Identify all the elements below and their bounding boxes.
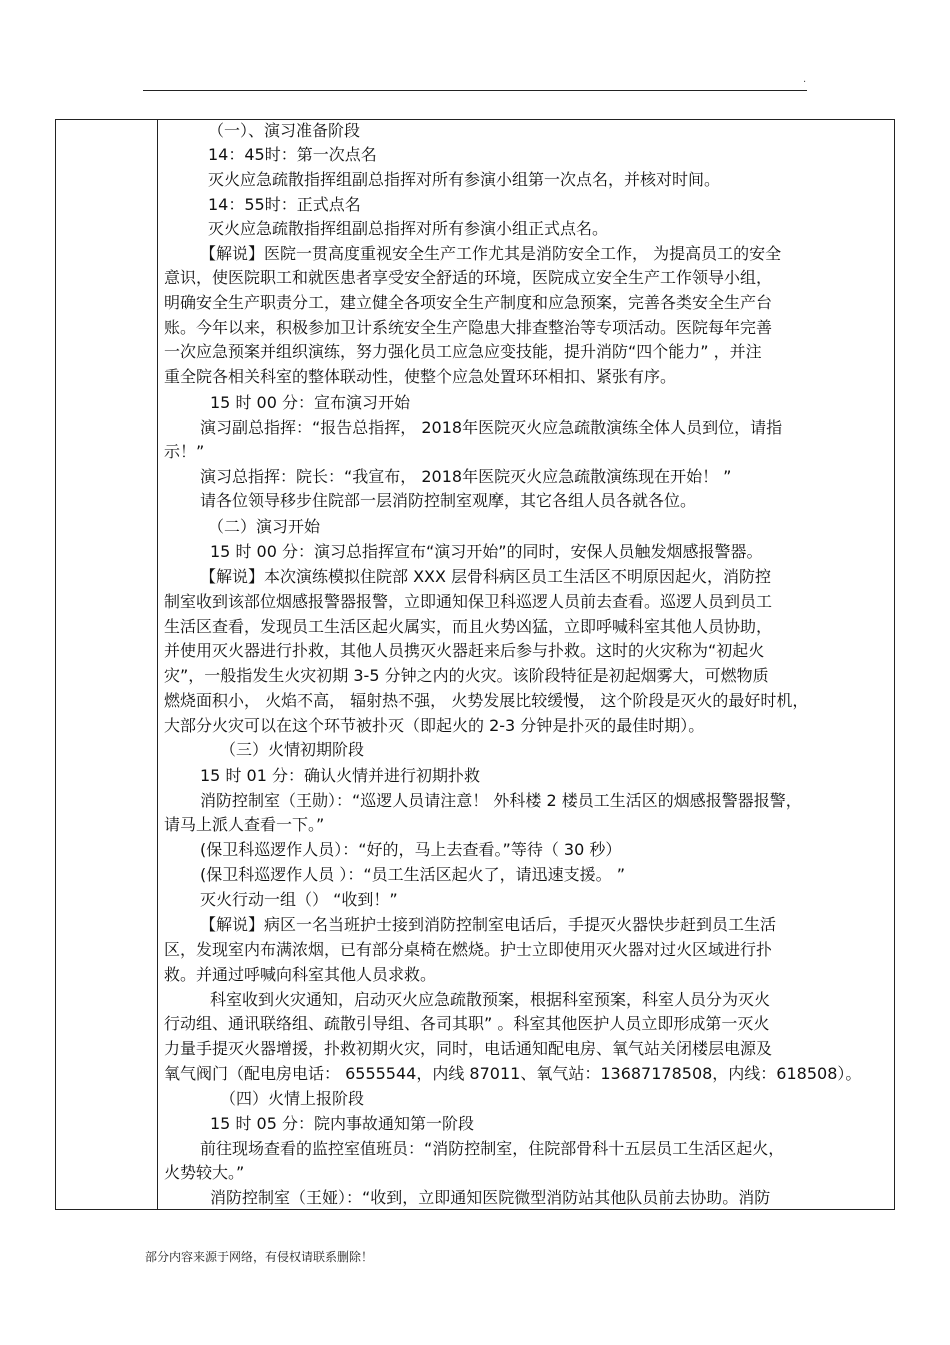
body-text-line: 14：45时：第一次点名	[208, 145, 377, 164]
body-text-line: 氧气阀门（配电房电话： 6555544，内线 87011、氧气站：13687178508，内线：618508）。	[164, 1064, 862, 1083]
body-text-line: 账。今年以来，积极参加卫计系统安全生产隐患大排查整治等专项活动。医院每年完善	[164, 318, 773, 337]
footer-note: 部分内容来源于网络，有侵权请联系删除！	[145, 1250, 374, 1264]
body-text-line: 消防控制室（王娅）：“收到，立即通知医院微型消防站其他队员前去协助。消防	[210, 1188, 771, 1207]
body-text-line: 灭火应急疏散指挥组副总指挥对所有参演小组第一次点名，并核对时间。	[208, 170, 721, 189]
body-text-line: 科室收到火灾通知，启动灭火应急疏散预案，根据科室预案，科室人员分为灭火	[210, 990, 771, 1009]
body-text-line: 灾”，一般指发生火灾初期 3-5 分钟之内的火灾。该阶段特征是初起烟雾大，可燃物质	[164, 666, 769, 685]
body-text-line: 力量手提灭火器增援，扑救初期火灾，同时，电话通知配电房、氧气站关闭楼层电源及	[164, 1039, 773, 1058]
body-text-line: 救。并通过呼喊向科室其他人员求救。	[164, 965, 437, 984]
body-text-line: 15 时 00 分：演习总指挥宣布“演习开始”的同时，安保人员触发烟感报警器。	[210, 542, 763, 561]
body-text-line: 区，发现室内布满浓烟，已有部分桌椅在燃烧。护士立即使用灭火器对过火区域进行扑	[164, 940, 773, 959]
table-content-cell	[164, 120, 891, 1209]
body-text-line: 明确安全生产职责分工，建立健全各项安全生产制度和应急预案，完善各类安全生产台	[164, 293, 773, 312]
body-text-line: （三）火情初期阶段	[220, 740, 365, 759]
body-text-line: 生活区查看，发现员工生活区起火属实，而且火势凶猛，立即呼喊科室其他人员协助，	[164, 617, 773, 636]
body-text-line: 演习副总指挥：“报告总指挥， 2018年医院灭火应急疏散演练全体人员到位，请指	[200, 418, 783, 437]
body-text-line: 重全院各相关科室的整体联动性，使整个应急处置环环相扣、紧张有序。	[164, 367, 677, 386]
body-text-line: 灭火行动一组（） “收到！”	[200, 890, 398, 909]
body-text-line: 请马上派人查看一下。”	[164, 815, 325, 834]
body-text-line: 15 时 00 分：宣布演习开始	[210, 393, 410, 412]
body-text-line: （四）火情上报阶段	[220, 1089, 365, 1108]
body-text-line: 请各位领导移步住院部一层消防控制室观摩，其它各组人员各就各位。	[200, 491, 697, 510]
body-text-line: 【解说】医院一贯高度重视安全生产工作尤其是消防安全工作， 为提高员工的安全	[200, 244, 782, 263]
body-text-line: 【解说】病区一名当班护士接到消防控制室电话后，手提灭火器快步赶到员工生活	[200, 915, 777, 934]
body-text-line: (保卫科巡逻作人员）：“好的，马上去查看。”等待（ 30 秒）	[200, 840, 622, 859]
table-column-divider	[157, 120, 158, 1209]
body-text-line: 意识，使医院职工和就医患者享受安全舒适的环境，医院成立安全生产工作领导小组，	[164, 268, 773, 287]
body-text-line: 15 时 01 分：确认火情并进行初期扑救	[200, 766, 480, 785]
body-text-line: （一）、演习准备阶段	[208, 121, 361, 140]
body-text-line: (保卫科巡逻作人员 ）：“员工生活区起火了，请迅速支援。 ”	[200, 865, 625, 884]
body-text-line: 大部分火灾可以在这个环节被扑灭（即起火的 2-3 分钟是扑灭的最佳时期）。	[164, 716, 705, 735]
body-text-line: 并使用灭火器进行扑救，其他人员携灭火器赶来后参与扑救。这时的火灾称为“初起火	[164, 641, 765, 660]
body-text-line: 消防控制室（王勋）：“巡逻人员请注意！ 外科楼 2 楼员工生活区的烟感报警器报警，	[200, 791, 802, 810]
body-text-line: 15 时 05 分：院内事故通知第一阶段	[210, 1114, 474, 1133]
body-text-line: 演习总指挥：院长：“我宣布， 2018年医院灭火应急疏散演练现在开始！ ”	[200, 467, 732, 486]
body-text-line: 燃烧面积小， 火焰不高， 辐射热不强， 火势发展比较缓慢， 这个阶段是灭火的最好时机，	[164, 691, 809, 710]
header-mark: .	[803, 74, 807, 85]
body-text-line: 【解说】本次演练模拟住院部 XXX 层骨科病区员工生活区不明原因起火，消防控	[200, 567, 772, 586]
body-text-line: 火势较大。”	[164, 1163, 245, 1182]
document-table	[55, 119, 895, 1210]
body-text-line: 行动组、通讯联络组、疏散引导组、各司其职” 。科室其他医护人员立即形成第一灭火	[164, 1014, 770, 1033]
body-text-line: 示！”	[164, 442, 205, 461]
body-text-line: 14：55时：正式点名	[208, 195, 361, 214]
header-rule	[143, 90, 807, 91]
body-text-line: 灭火应急疏散指挥组副总指挥对所有参演小组正式点名。	[208, 219, 609, 238]
body-text-line: 一次应急预案并组织演练，努力强化员工应急应变技能，提升消防“四个能力” ，并注	[164, 342, 762, 361]
body-text-line: 前往现场查看的监控室值班员：“消防控制室，住院部骨科十五层员工生活区起火，	[200, 1139, 785, 1158]
body-text-line: （二）演习开始	[208, 517, 321, 536]
body-text-line: 制室收到该部位烟感报警器报警，立即通知保卫科巡逻人员前去查看。巡逻人员到员工	[164, 592, 773, 611]
